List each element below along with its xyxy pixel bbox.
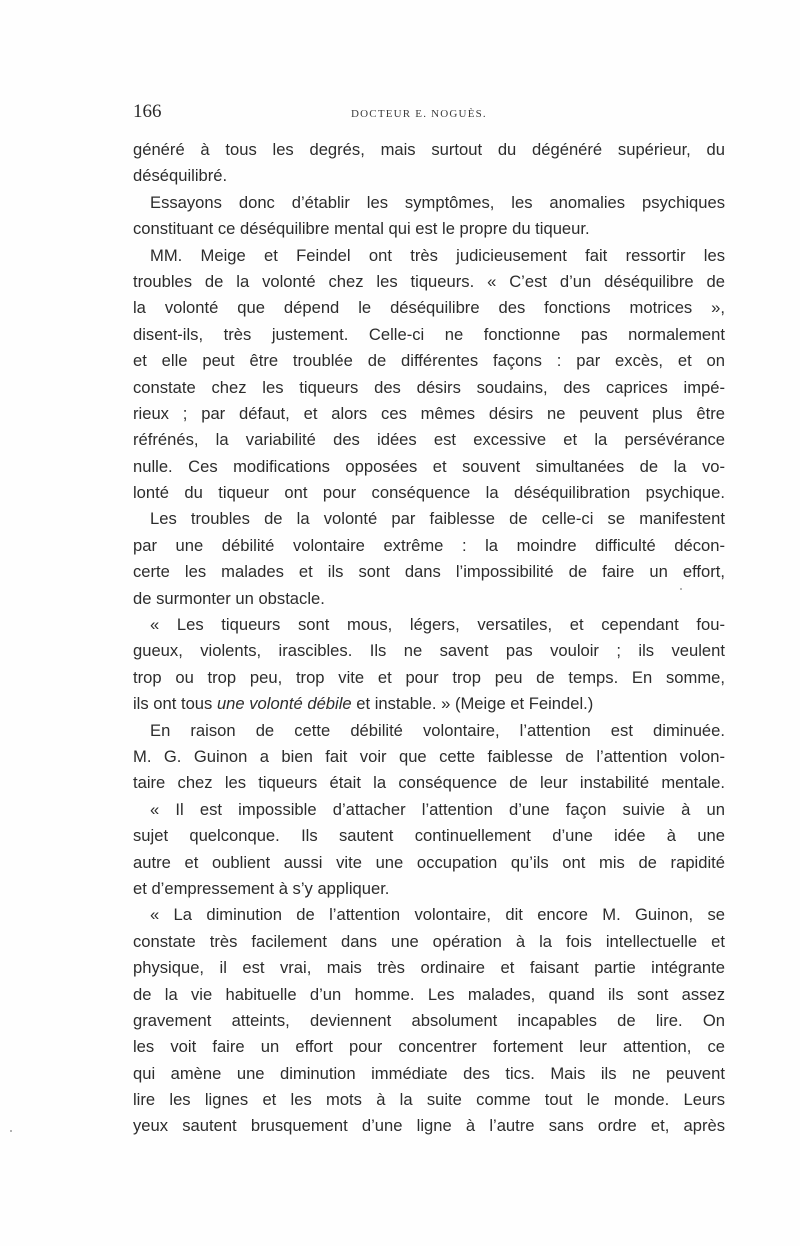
text-line: déséquilibré.: [133, 166, 228, 186]
text-line: généré à tous les degrés, mais surtout du dégénéré supérieur, du: [133, 140, 725, 159]
text-line: constate chez les tiqueurs des désirs soudains, des caprices impé-: [133, 377, 725, 397]
text-line: M. G. Guinon a bien fait voir que cette faiblesse de l’attention volon-: [133, 746, 725, 766]
text-line: la volonté que dépend le déséquilibre des fonctions motrices »,: [133, 298, 725, 318]
text-line: et elle peut être troublée de différentes façons : par excès, et on: [133, 351, 725, 371]
paper-speck: [680, 588, 682, 590]
text-line: sujet quelconque. Ils sautent continuellement d’une idée à une: [133, 826, 725, 846]
page-number: 166: [133, 101, 162, 122]
text-line: disent-ils, très justement. Celle-ci ne fonctionne pas normalement: [133, 324, 725, 344]
text-line: de la vie habituelle d’un homme. Les malades, quand ils sont assez: [133, 984, 725, 1004]
text-line: taire chez les tiqueurs était la conséquence de leur instabilité mentale.: [133, 773, 725, 793]
text-line: En raison de cette débilité volontaire, l’attention est diminuée.: [150, 720, 725, 740]
text-line: gravement atteints, deviennent absolument incapables de lire. On: [133, 1010, 725, 1030]
text-line: physique, il est vrai, mais très ordinaire et faisant partie intégrante: [133, 958, 725, 978]
text-line: réfrénés, la variabilité des idées est excessive et la persévérance: [133, 430, 725, 450]
text-line: qui amène une diminution immédiate des tics. Mais ils ne peuvent: [133, 1063, 725, 1083]
body-text: [133, 137, 725, 1140]
text-line: par une débilité volontaire extrême : la moindre difficulté décon-: [133, 535, 725, 555]
text-line: Essayons donc d’établir les symptômes, les anomalies psychiques: [150, 192, 725, 212]
text-line: trop ou trop peu, trop vite et pour trop peu de temps. En somme,: [133, 667, 725, 687]
text-line: constate très facilement dans une opération à la fois intellectuelle et: [133, 931, 725, 951]
text-line: « La diminution de l’attention volontaire, dit encore M. Guinon, se: [150, 905, 725, 925]
text-line: autre et oublient aussi vite une occupation qu’ils ont mis de rapidité: [133, 852, 725, 872]
text-line-mixed: [133, 691, 725, 717]
text-line: Les troubles de la volonté par faiblesse de celle-ci se manifestent: [150, 509, 725, 529]
text-line: nulle. Ces modifications opposées et souvent simultanées de la vo-: [133, 456, 725, 476]
italic-phrase: une volonté débile: [216, 694, 352, 714]
text-line: gueux, violents, irascibles. Ils ne savent pas vouloir ; ils veulent: [133, 641, 725, 661]
text-line: et d’empressement à s’y appliquer.: [133, 878, 390, 898]
text-line: lonté du tiqueur ont pour conséquence la déséquilibration psychique.: [133, 483, 725, 503]
text-line: « Il est impossible d’attacher l’attention d’une façon suivie à un: [150, 799, 725, 819]
text-line: lire les lignes et les mots à la suite comme tout le monde. Leurs: [133, 1090, 725, 1110]
text-line: les voit faire un effort pour concentrer fortement leur attention, ce: [133, 1037, 725, 1057]
text-line: rieux ; par défaut, et alors ces mêmes désirs ne peuvent plus être: [133, 403, 725, 423]
text-line: MM. Meige et Feindel ont très judicieusement fait ressortir les: [150, 245, 725, 265]
text-fragment: et instable. » (Meige et Feindel.): [351, 694, 594, 714]
text-line: de surmonter un obstacle.: [133, 588, 325, 608]
running-title: DOCTEUR E. NOGUÈS.: [351, 108, 487, 120]
text-fragment: ils ont tous: [133, 694, 217, 714]
running-head: [133, 101, 725, 127]
text-line: troubles de la volonté chez les tiqueurs. « C’est d’un déséquilibre de: [133, 271, 725, 291]
text-line: constituant ce déséquilibre mental qui est le propre du tiqueur.: [133, 219, 590, 239]
text-line: « Les tiqueurs sont mous, légers, versatiles, et cependant fou-: [150, 615, 725, 635]
text-line: yeux sautent brusquement d’une ligne à l’autre sans ordre et, après: [133, 1116, 725, 1136]
text-line: certe les malades et ils sont dans l’impossibilité de faire un effort,: [133, 562, 725, 582]
paper-speck: [10, 1130, 12, 1132]
